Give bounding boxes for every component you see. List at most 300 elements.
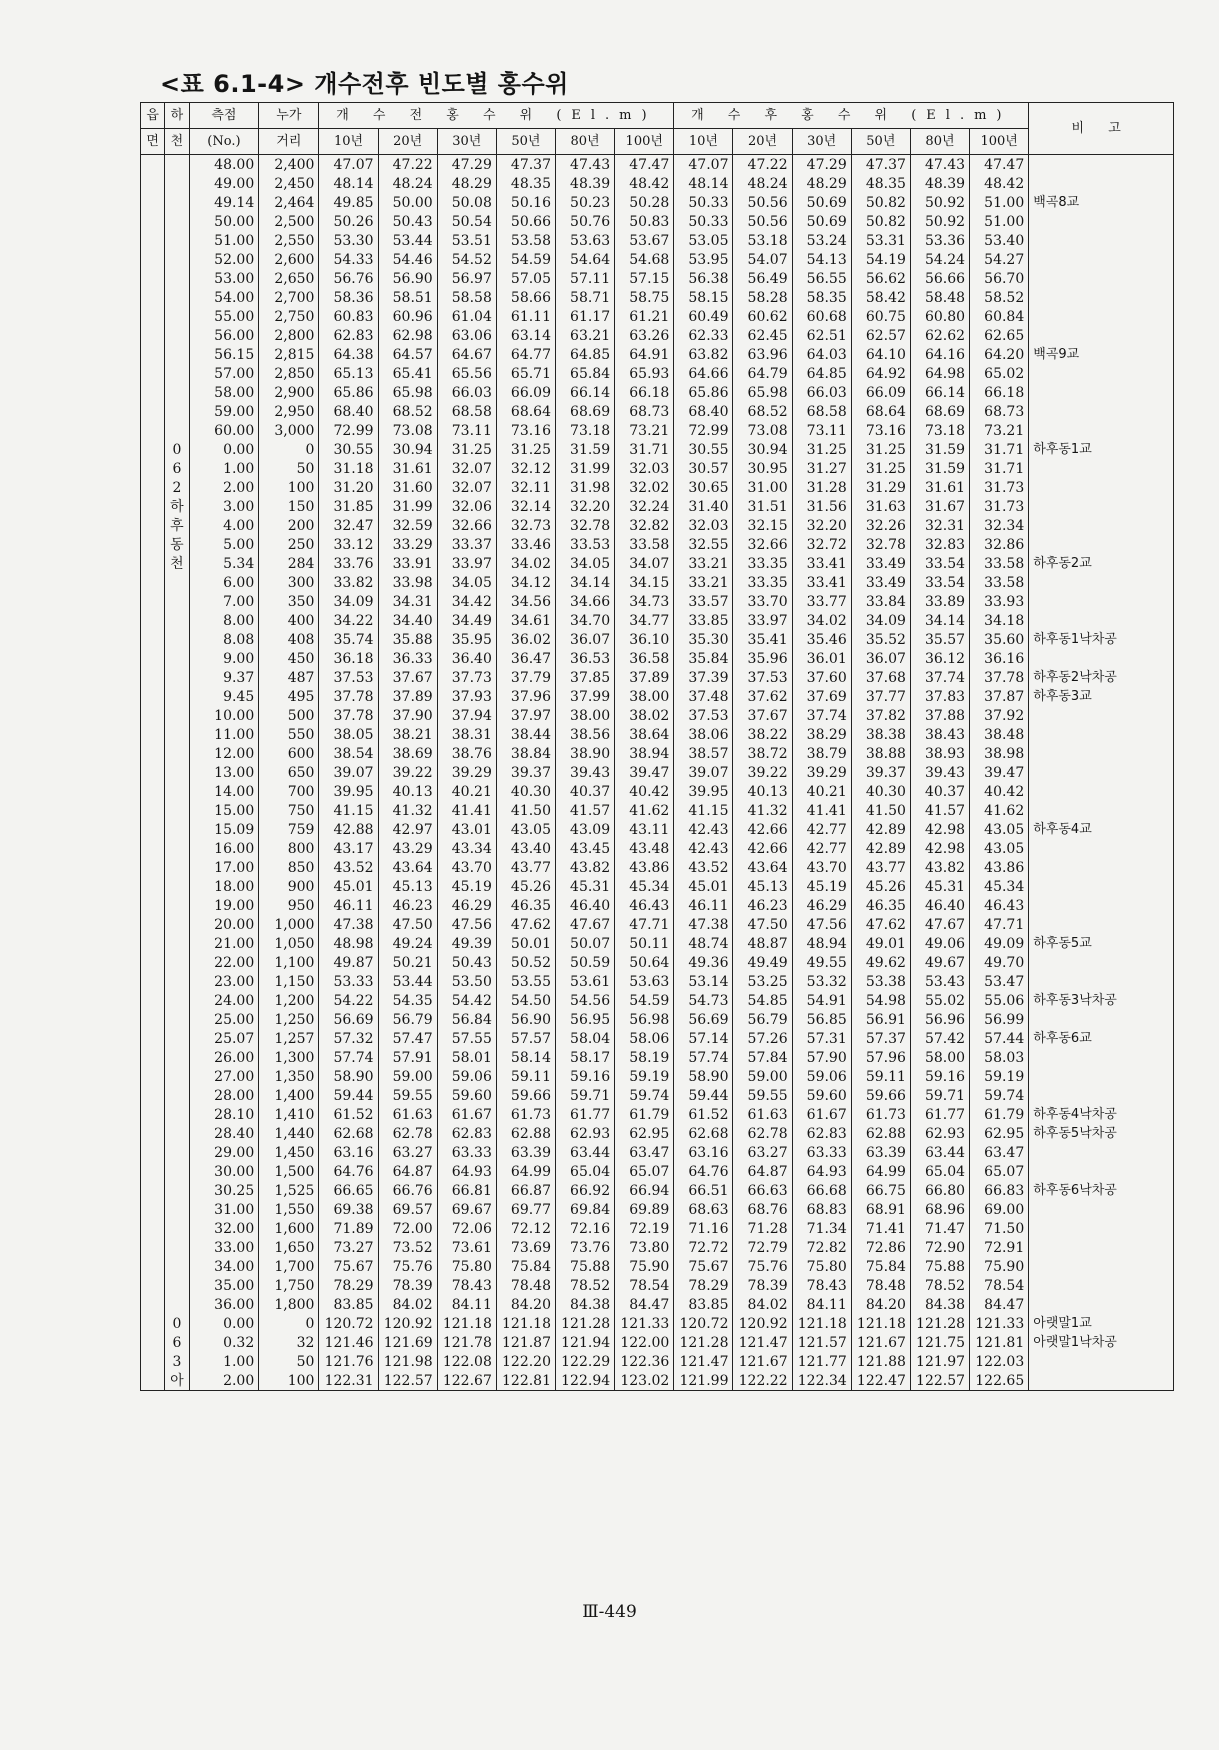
cell-stream: 0 (165, 440, 189, 459)
cell-after-level: 56.62 (851, 269, 910, 288)
cell-before-level: 63.26 (615, 326, 674, 345)
cell-before-level: 69.84 (556, 1200, 615, 1219)
cell-before-level: 84.47 (615, 1295, 674, 1314)
cell-after-level: 46.23 (733, 896, 792, 915)
cell-stream: 하 (165, 497, 189, 516)
cell-after-level: 65.07 (970, 1162, 1029, 1181)
cell-before-level: 41.62 (615, 801, 674, 820)
header-freq-before: 80년 (556, 129, 615, 155)
cell-before-level: 69.38 (319, 1200, 378, 1219)
cell-before-level: 37.90 (378, 706, 437, 725)
cell-after-level: 33.85 (674, 611, 733, 630)
cell-before-level: 37.96 (496, 687, 555, 706)
cell-cumulative-distance: 50 (259, 1352, 319, 1371)
cell-before-level: 61.67 (437, 1105, 496, 1124)
cell-after-level: 72.99 (674, 421, 733, 440)
table-row (141, 1219, 1174, 1238)
cell-note: 하후동3낙차공 (1029, 991, 1174, 1010)
cell-after-level: 57.26 (733, 1029, 792, 1048)
cell-after-level: 39.29 (792, 763, 851, 782)
cell-before-level: 34.70 (556, 611, 615, 630)
cell-before-level: 66.14 (556, 383, 615, 402)
cell-before-level: 43.09 (556, 820, 615, 839)
cell-after-level: 37.39 (674, 668, 733, 687)
table-row (141, 231, 1174, 250)
cell-after-level: 62.65 (970, 326, 1029, 345)
cell-cumulative-distance: 1,450 (259, 1143, 319, 1162)
cell-after-level: 54.73 (674, 991, 733, 1010)
cell-after-level: 66.75 (851, 1181, 910, 1200)
cell-before-level: 41.15 (319, 801, 378, 820)
table-row (141, 687, 1174, 706)
cell-note (1029, 250, 1174, 269)
cell-before-level: 53.61 (556, 972, 615, 991)
cell-before-level: 65.93 (615, 364, 674, 383)
cell-cumulative-distance: 408 (259, 630, 319, 649)
cell-before-level: 59.55 (378, 1086, 437, 1105)
cell-after-level: 54.85 (733, 991, 792, 1010)
cell-after-level: 64.03 (792, 345, 851, 364)
cell-after-level: 68.52 (733, 402, 792, 421)
cell-before-level: 72.12 (496, 1219, 555, 1238)
cell-before-level: 54.59 (496, 250, 555, 269)
cell-after-level: 64.98 (910, 364, 969, 383)
cell-cumulative-distance: 0 (259, 440, 319, 459)
cell-after-level: 122.65 (970, 1371, 1029, 1391)
cell-after-level: 62.45 (733, 326, 792, 345)
cell-stream (165, 1219, 189, 1238)
cell-cumulative-distance: 1,410 (259, 1105, 319, 1124)
cell-before-level: 31.59 (556, 440, 615, 459)
cell-after-level: 120.92 (733, 1314, 792, 1333)
cell-after-level: 62.33 (674, 326, 733, 345)
cell-before-level: 50.11 (615, 934, 674, 953)
cell-eup (141, 725, 165, 744)
cell-before-level: 78.43 (437, 1276, 496, 1295)
table-row (141, 1162, 1174, 1181)
cell-after-level: 56.79 (733, 1010, 792, 1029)
cell-after-level: 58.35 (792, 288, 851, 307)
cell-before-level: 37.85 (556, 668, 615, 687)
cell-eup (141, 573, 165, 592)
cell-after-level: 49.70 (970, 953, 1029, 972)
cell-after-level: 55.06 (970, 991, 1029, 1010)
cell-before-level: 38.94 (615, 744, 674, 763)
cell-after-level: 47.67 (910, 915, 969, 934)
cell-note (1029, 1086, 1174, 1105)
cell-before-level: 33.98 (378, 573, 437, 592)
cell-after-level: 73.11 (792, 421, 851, 440)
table-row (141, 611, 1174, 630)
cell-station: 33.00 (189, 1238, 259, 1257)
cell-before-level: 34.66 (556, 592, 615, 611)
cell-after-level: 47.56 (792, 915, 851, 934)
cell-before-level: 64.87 (378, 1162, 437, 1181)
cell-before-level: 58.14 (496, 1048, 555, 1067)
cell-eup (141, 1010, 165, 1029)
cell-after-level: 61.77 (910, 1105, 969, 1124)
cell-after-level: 47.62 (851, 915, 910, 934)
cell-eup (141, 706, 165, 725)
cell-cumulative-distance: 1,800 (259, 1295, 319, 1314)
cell-before-level: 64.85 (556, 345, 615, 364)
cell-before-level: 45.19 (437, 877, 496, 896)
cell-after-level: 47.22 (733, 155, 792, 175)
cell-after-level: 53.32 (792, 972, 851, 991)
table-row (141, 573, 1174, 592)
cell-cumulative-distance: 1,550 (259, 1200, 319, 1219)
cell-station: 15.09 (189, 820, 259, 839)
cell-before-level: 53.33 (319, 972, 378, 991)
cell-before-level: 48.35 (496, 174, 555, 193)
cell-note: 하후동3교 (1029, 687, 1174, 706)
cell-note (1029, 953, 1174, 972)
cell-before-level: 120.92 (378, 1314, 437, 1333)
cell-stream (165, 782, 189, 801)
cell-before-level: 62.95 (615, 1124, 674, 1143)
cell-after-level: 38.38 (851, 725, 910, 744)
cell-before-level: 32.78 (556, 516, 615, 535)
cell-cumulative-distance: 600 (259, 744, 319, 763)
cell-before-level: 31.71 (615, 440, 674, 459)
cell-before-level: 58.58 (437, 288, 496, 307)
cell-after-level: 61.63 (733, 1105, 792, 1124)
cell-after-level: 47.38 (674, 915, 733, 934)
cell-station: 50.00 (189, 212, 259, 231)
cell-after-level: 57.96 (851, 1048, 910, 1067)
cell-station: 52.00 (189, 250, 259, 269)
cell-after-level: 121.67 (733, 1352, 792, 1371)
cell-before-level: 56.97 (437, 269, 496, 288)
cell-before-level: 34.77 (615, 611, 674, 630)
cell-before-level: 53.44 (378, 231, 437, 250)
cell-before-level: 60.96 (378, 307, 437, 326)
cell-note (1029, 212, 1174, 231)
cell-station: 12.00 (189, 744, 259, 763)
cell-before-level: 39.95 (319, 782, 378, 801)
cell-before-level: 63.27 (378, 1143, 437, 1162)
cell-after-level: 49.01 (851, 934, 910, 953)
cell-stream (165, 896, 189, 915)
cell-after-level: 121.97 (910, 1352, 969, 1371)
cell-station: 26.00 (189, 1048, 259, 1067)
cell-after-level: 35.96 (733, 649, 792, 668)
cell-before-level: 39.47 (615, 763, 674, 782)
cell-note (1029, 877, 1174, 896)
cell-before-level: 123.02 (615, 1371, 674, 1391)
cell-after-level: 33.21 (674, 573, 733, 592)
cell-station: 17.00 (189, 858, 259, 877)
cell-before-level: 43.77 (496, 858, 555, 877)
cell-before-level: 66.94 (615, 1181, 674, 1200)
cell-after-level: 64.93 (792, 1162, 851, 1181)
cell-after-level: 53.36 (910, 231, 969, 250)
table-row (141, 1200, 1174, 1219)
cell-before-level: 32.66 (437, 516, 496, 535)
cell-after-level: 78.54 (970, 1276, 1029, 1295)
cell-after-level: 53.40 (970, 231, 1029, 250)
cell-before-level: 33.37 (437, 535, 496, 554)
cell-eup (141, 1371, 165, 1391)
cell-after-level: 48.74 (674, 934, 733, 953)
cell-before-level: 54.35 (378, 991, 437, 1010)
cell-before-level: 50.52 (496, 953, 555, 972)
cell-stream: 아 (165, 1371, 189, 1391)
cell-cumulative-distance: 2,815 (259, 345, 319, 364)
cell-after-level: 49.67 (910, 953, 969, 972)
cell-after-level: 39.43 (910, 763, 969, 782)
cell-before-level: 36.58 (615, 649, 674, 668)
cell-note (1029, 307, 1174, 326)
cell-after-level: 33.70 (733, 592, 792, 611)
cell-after-level: 47.47 (970, 155, 1029, 175)
cell-before-level: 41.32 (378, 801, 437, 820)
cell-eup (141, 288, 165, 307)
cell-after-level: 53.14 (674, 972, 733, 991)
cell-before-level: 38.05 (319, 725, 378, 744)
cell-after-level: 64.99 (851, 1162, 910, 1181)
cell-note (1029, 497, 1174, 516)
header-station-unit: (No.) (189, 129, 259, 155)
cell-cumulative-distance: 2,550 (259, 231, 319, 250)
cell-before-level: 84.20 (496, 1295, 555, 1314)
table-row (141, 706, 1174, 725)
cell-after-level: 66.18 (970, 383, 1029, 402)
cell-after-level: 84.20 (851, 1295, 910, 1314)
cell-after-level: 35.52 (851, 630, 910, 649)
cell-stream (165, 212, 189, 231)
cell-after-level: 48.87 (733, 934, 792, 953)
cell-before-level: 66.18 (615, 383, 674, 402)
cell-after-level: 62.88 (851, 1124, 910, 1143)
cell-after-level: 38.57 (674, 744, 733, 763)
cell-after-level: 84.11 (792, 1295, 851, 1314)
cell-after-level: 31.25 (792, 440, 851, 459)
cell-before-level: 34.61 (496, 611, 555, 630)
cell-after-level: 31.63 (851, 497, 910, 516)
cell-before-level: 34.15 (615, 573, 674, 592)
cell-stream (165, 1048, 189, 1067)
cell-after-level: 121.77 (792, 1352, 851, 1371)
cell-before-level: 47.62 (496, 915, 555, 934)
cell-cumulative-distance: 2,750 (259, 307, 319, 326)
cell-eup (141, 535, 165, 554)
cell-before-level: 59.06 (437, 1067, 496, 1086)
header-freq-after: 100년 (970, 129, 1029, 155)
cell-before-level: 41.50 (496, 801, 555, 820)
cell-stream (165, 611, 189, 630)
cell-before-level: 34.07 (615, 554, 674, 573)
cell-before-level: 37.89 (378, 687, 437, 706)
cell-after-level: 57.84 (733, 1048, 792, 1067)
cell-after-level: 37.74 (910, 668, 969, 687)
cell-before-level: 64.99 (496, 1162, 555, 1181)
cell-eup (141, 1257, 165, 1276)
cell-before-level: 66.03 (437, 383, 496, 402)
cell-after-level: 48.29 (792, 174, 851, 193)
cell-before-level: 34.14 (556, 573, 615, 592)
cell-before-level: 34.12 (496, 573, 555, 592)
table-body (141, 155, 1174, 1391)
cell-eup (141, 478, 165, 497)
cell-before-level: 56.76 (319, 269, 378, 288)
cell-before-level: 39.29 (437, 763, 496, 782)
cell-before-level: 121.87 (496, 1333, 555, 1352)
cell-before-level: 33.97 (437, 554, 496, 573)
cell-before-level: 73.76 (556, 1238, 615, 1257)
cell-before-level: 121.33 (615, 1314, 674, 1333)
cell-before-level: 122.94 (556, 1371, 615, 1391)
cell-before-level: 73.69 (496, 1238, 555, 1257)
cell-before-level: 43.86 (615, 858, 674, 877)
cell-note: 하후동2교 (1029, 554, 1174, 573)
cell-eup (141, 1276, 165, 1295)
cell-before-level: 38.31 (437, 725, 496, 744)
cell-after-level: 56.85 (792, 1010, 851, 1029)
table-row (141, 174, 1174, 193)
cell-stream: 6 (165, 1333, 189, 1352)
cell-after-level: 71.41 (851, 1219, 910, 1238)
cell-before-level: 65.04 (556, 1162, 615, 1181)
cell-after-level: 37.62 (733, 687, 792, 706)
cell-before-level: 32.47 (319, 516, 378, 535)
cell-after-level: 41.50 (851, 801, 910, 820)
cell-before-level: 54.68 (615, 250, 674, 269)
cell-after-level: 31.67 (910, 497, 969, 516)
cell-after-level: 63.82 (674, 345, 733, 364)
cell-eup (141, 687, 165, 706)
cell-cumulative-distance: 759 (259, 820, 319, 839)
table-row (141, 345, 1174, 364)
cell-after-level: 64.85 (792, 364, 851, 383)
cell-after-level: 33.49 (851, 573, 910, 592)
cell-note: 하후동4낙차공 (1029, 1105, 1174, 1124)
cell-before-level: 58.17 (556, 1048, 615, 1067)
cell-after-level: 54.13 (792, 250, 851, 269)
cell-before-level: 65.41 (378, 364, 437, 383)
cell-before-level: 71.89 (319, 1219, 378, 1238)
cell-note (1029, 364, 1174, 383)
cell-after-level: 48.94 (792, 934, 851, 953)
cell-after-level: 38.72 (733, 744, 792, 763)
cell-after-level: 37.69 (792, 687, 851, 706)
cell-before-level: 68.40 (319, 402, 378, 421)
cell-after-level: 38.88 (851, 744, 910, 763)
cell-before-level: 54.56 (556, 991, 615, 1010)
cell-before-level: 34.05 (556, 554, 615, 573)
cell-before-level: 59.16 (556, 1067, 615, 1086)
cell-before-level: 38.00 (615, 687, 674, 706)
cell-note (1029, 155, 1174, 175)
cell-before-level: 32.02 (615, 478, 674, 497)
cell-after-level: 37.48 (674, 687, 733, 706)
cell-before-level: 36.40 (437, 649, 496, 668)
cell-after-level: 37.68 (851, 668, 910, 687)
cell-after-level: 50.92 (910, 193, 969, 212)
cell-after-level: 41.57 (910, 801, 969, 820)
cell-before-level: 45.26 (496, 877, 555, 896)
cell-eup (141, 421, 165, 440)
cell-after-level: 54.91 (792, 991, 851, 1010)
cell-before-level: 43.01 (437, 820, 496, 839)
cell-stream (165, 1010, 189, 1029)
cell-before-level: 40.42 (615, 782, 674, 801)
cell-after-level: 51.00 (970, 212, 1029, 231)
table-row (141, 839, 1174, 858)
cell-after-level: 56.49 (733, 269, 792, 288)
cell-cumulative-distance: 750 (259, 801, 319, 820)
cell-after-level: 68.69 (910, 402, 969, 421)
cell-eup (141, 896, 165, 915)
cell-before-level: 43.70 (437, 858, 496, 877)
cell-after-level: 66.68 (792, 1181, 851, 1200)
cell-stream (165, 1276, 189, 1295)
cell-before-level: 59.44 (319, 1086, 378, 1105)
table-row (141, 1371, 1174, 1391)
cell-eup (141, 326, 165, 345)
cell-before-level: 37.93 (437, 687, 496, 706)
cell-before-level: 32.03 (615, 459, 674, 478)
cell-before-level: 34.22 (319, 611, 378, 630)
table-row (141, 1124, 1174, 1143)
cell-before-level: 64.76 (319, 1162, 378, 1181)
cell-after-level: 47.37 (851, 155, 910, 175)
cell-after-level: 60.49 (674, 307, 733, 326)
cell-cumulative-distance: 450 (259, 649, 319, 668)
cell-before-level: 64.38 (319, 345, 378, 364)
cell-before-level: 61.79 (615, 1105, 674, 1124)
cell-after-level: 51.00 (970, 193, 1029, 212)
cell-after-level: 50.33 (674, 212, 733, 231)
cell-before-level: 75.88 (556, 1257, 615, 1276)
cell-before-level: 78.39 (378, 1276, 437, 1295)
cell-after-level: 122.34 (792, 1371, 851, 1391)
cell-stream (165, 744, 189, 763)
table-row (141, 1276, 1174, 1295)
cell-after-level: 36.12 (910, 649, 969, 668)
table-row (141, 535, 1174, 554)
cell-after-level: 32.78 (851, 535, 910, 554)
cell-before-level: 58.04 (556, 1029, 615, 1048)
cell-after-level: 65.04 (910, 1162, 969, 1181)
cell-before-level: 73.16 (496, 421, 555, 440)
cell-after-level: 53.05 (674, 231, 733, 250)
cell-note (1029, 839, 1174, 858)
cell-after-level: 53.38 (851, 972, 910, 991)
cell-before-level: 54.42 (437, 991, 496, 1010)
cell-after-level: 72.86 (851, 1238, 910, 1257)
cell-before-level: 46.40 (556, 896, 615, 915)
cell-stream (165, 763, 189, 782)
cell-after-level: 121.47 (733, 1333, 792, 1352)
cell-before-level: 50.08 (437, 193, 496, 212)
cell-after-level: 65.86 (674, 383, 733, 402)
cell-before-level: 62.93 (556, 1124, 615, 1143)
cell-after-level: 37.77 (851, 687, 910, 706)
cell-note: 하후동5교 (1029, 934, 1174, 953)
cell-after-level: 32.86 (970, 535, 1029, 554)
cell-eup (141, 877, 165, 896)
cell-before-level: 37.97 (496, 706, 555, 725)
cell-station: 7.00 (189, 592, 259, 611)
cell-before-level: 121.94 (556, 1333, 615, 1352)
cell-before-level: 122.08 (437, 1352, 496, 1371)
cell-before-level: 63.39 (496, 1143, 555, 1162)
cell-after-level: 72.72 (674, 1238, 733, 1257)
cell-station: 51.00 (189, 231, 259, 250)
cell-stream (165, 155, 189, 175)
cell-before-level: 43.64 (378, 858, 437, 877)
